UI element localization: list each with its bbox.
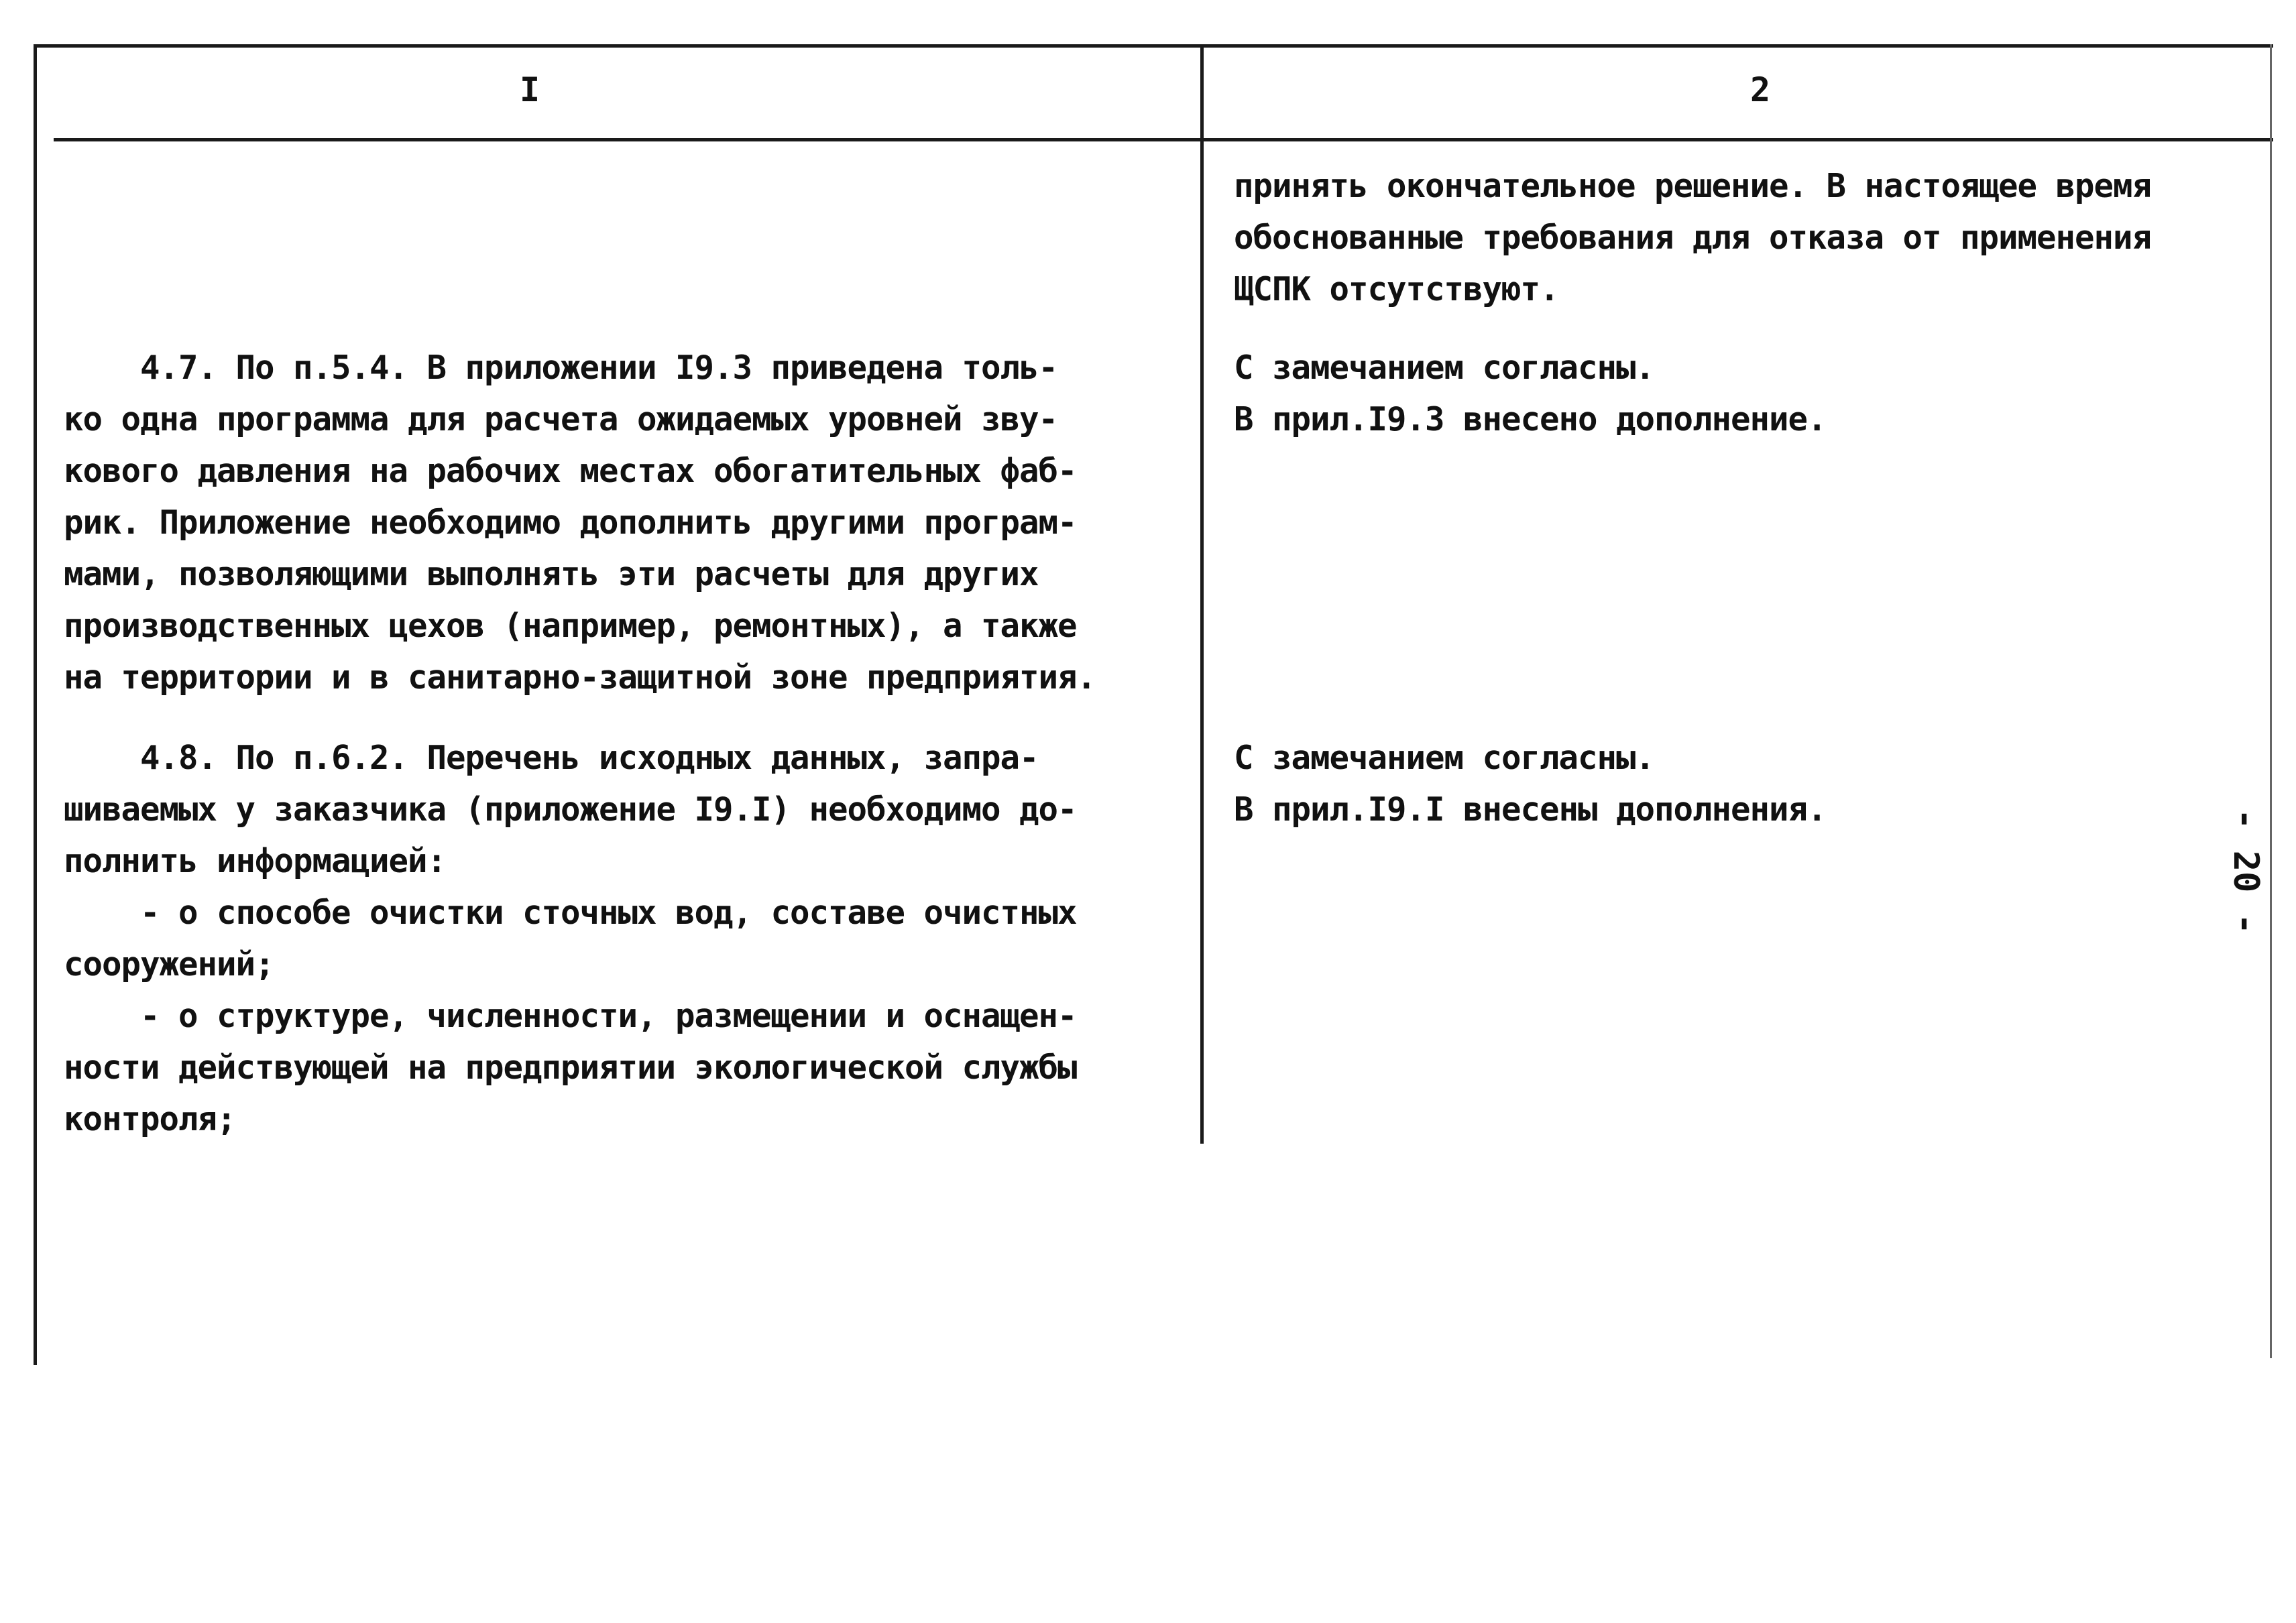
column-header-2: 2 [1749,70,1771,109]
text-line: 4.8. По п.6.2. Перечень исходных данных, запра- [64,739,1039,777]
text-line: шиваемых у заказчика (приложение I9.I) необходимо до- [64,790,1077,829]
column-header-1: I [519,70,540,109]
table-top-rule [34,44,2273,48]
text-line: - о структуре, численности, размещении и оснащен- [64,997,1077,1035]
text-line: сооружений; [64,945,274,983]
text-line: полнить информацией: [64,842,447,880]
text-line: мами, позволяющими выполнять эти расчеты для других [64,555,1039,593]
left-border-rule [34,44,37,1365]
text-line: ности действующей на предприятии экологической службы [64,1048,1077,1087]
text-line: ко одна программа для расчета ожидаемых уровней зву- [64,400,1058,438]
text-line: В прил.I9.I внесены дополнения. [1234,790,1827,829]
text-line: В прил.I9.3 внесено дополнение. [1234,400,1827,438]
text-line: производственных цехов (например, ремонтных), а также [64,607,1077,645]
text-line: кового давления на рабочих местах обогатительных фаб- [64,452,1077,490]
text-line: ЩСПК отсутствуют. [1234,270,1559,308]
text-line: - о способе очистки сточных вод, составе очистных [64,894,1077,932]
text-line: С замечанием согласны. [1234,349,1655,387]
header-bottom-rule [54,138,2273,141]
column-divider-rule [1200,44,1204,1144]
text-line: 4.7. По п.5.4. В приложении I9.3 приведена толь- [64,349,1058,387]
text-line: рик. Приложение необходимо дополнить другими програм- [64,503,1077,542]
text-line: обоснованные требования для отказа от применения [1234,219,2152,257]
page-number: - 20 - [2225,808,2266,935]
right-border-rule [2270,44,2272,1358]
text-line: принять окончательное решение. В настоящее время [1234,167,2152,205]
text-line: на территории и в санитарно-защитной зоне предприятия. [64,658,1096,697]
text-line: С замечанием согласны. [1234,739,1655,777]
text-line: контроля; [64,1100,236,1138]
